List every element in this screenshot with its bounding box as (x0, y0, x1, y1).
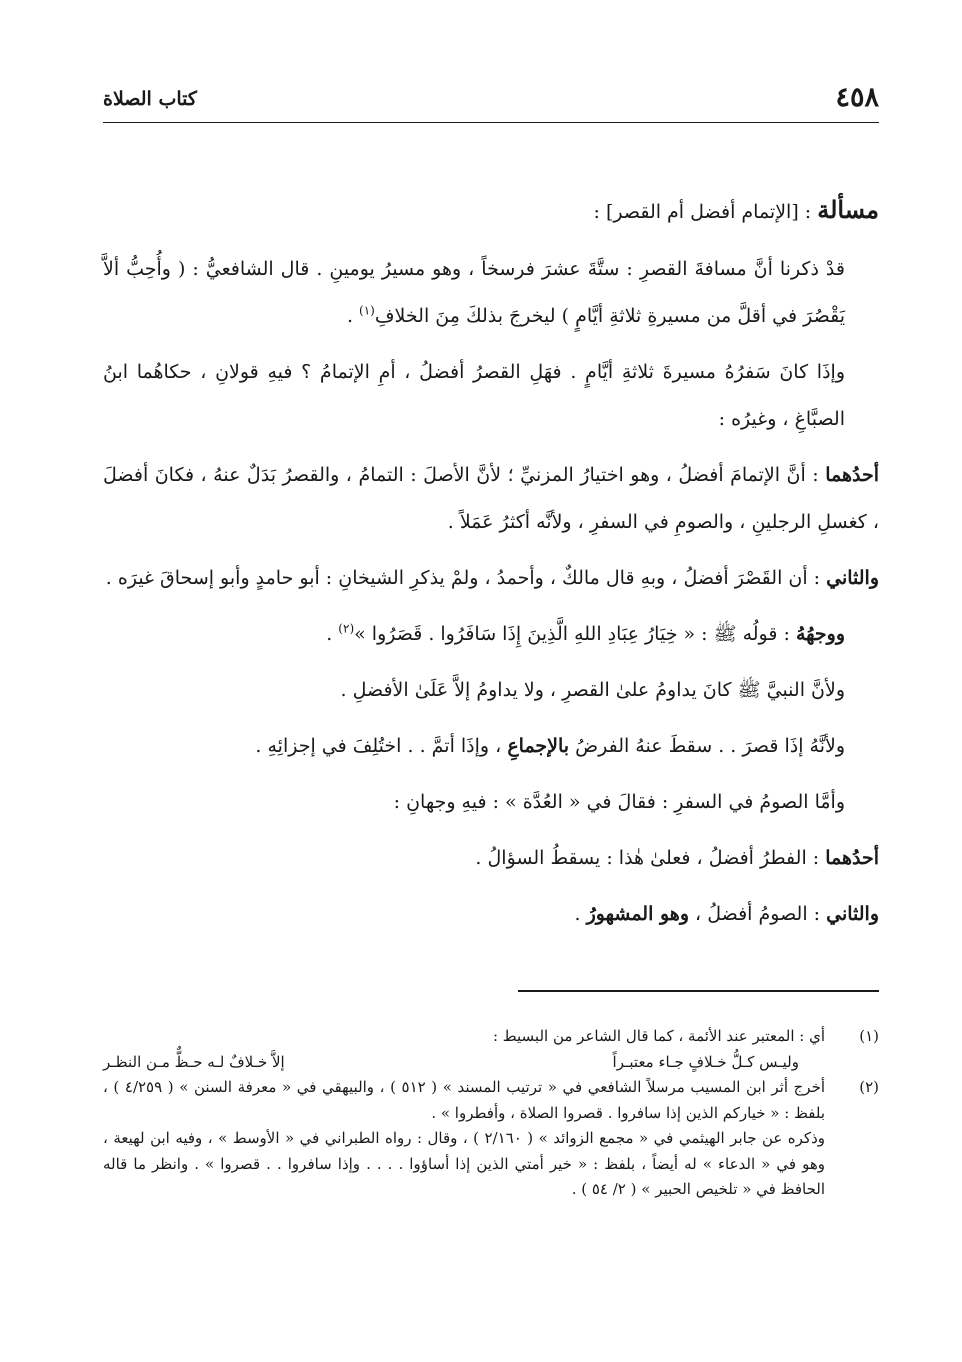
paragraph-10-label: والثاني (826, 903, 879, 925)
masala-heading (103, 186, 879, 236)
footnote-divider (518, 990, 879, 992)
paragraph-7-emphasis: بالإجماعِ (507, 735, 570, 757)
footnotes (103, 1024, 879, 1203)
masala-title: : [الإتمام أفضل أم القصر] : (593, 201, 818, 223)
paragraph-2: وإذَا كانَ سَفرُهُ مسيرةَ ثلاثةِ أيَّامٍ . فهَلِ القصرُ أفضلُ ، أمِ الإتمامُ ؟ فيهِ قولانِ ، حكاهُما ابنُ الصبَّاغِ ، وغيرُه : (103, 361, 845, 430)
page-number: ٤٥٨ (835, 82, 879, 113)
paragraph-9-text: : الفطرُ أفضلُ ، فعلىٰ هٰذا : يسقطُ السؤالُ . (475, 847, 826, 869)
footnote-2-text-continued: وذكره عن جابر الهيثمي في « مجمع الزوائد » ( ٢/١٦٠ ) ، وقال : رواه الطبراني في « الأوسط » ، وفيه ابن لهيعة ، وهو في « الدعاء » له أيضاً ، بلفظ : « خير أمتي الذين إذا أساؤوا . . . . وإذا سافروا . . قصروا » . وانظر ما قاله الحافظ في « تلخيص الحبير » ( ٢/ ٥٤ ) . (103, 1129, 825, 1198)
paragraph-3 (103, 452, 879, 546)
paragraph-7-text-b: ، وإذَا أتمَّ . . اختُلِفَ في إجزائِهِ . (255, 735, 508, 757)
paragraph-10-text-a: : الصومُ أفضلُ ، (689, 903, 827, 925)
paragraph-9 (103, 835, 879, 882)
footnote-2 (103, 1075, 879, 1203)
footnote-1-number: (١) (859, 1027, 879, 1045)
paragraph-7-text-a: ولأنَّهُ إذَا قصرَ . . سقطَ عنهُ الفرضُ (569, 735, 845, 757)
paragraph-4-text: : أن القَصْرَ أفضلُ ، وبهِ قال مالكٌ ، وأحمدُ ، ولمْ يذكرِ الشيخانِ : أبو حامدٍ وأبو إسحاقَ غيرَه . (105, 567, 827, 589)
paragraph-1-text: قدْ ذكرنا أنَّ مسافةَ القصرِ : ستَّةَ عشرَ فرسخاً ، وهو مسيرُ يومينِ . قال الشافعيُّ : ( وأُحِبُّ ألاَّ يَقْصُرَ في أقلَّ من مسيرةِ ثلاثةِ أيَّامٍ ) ليخرجَ بذلكَ مِنَ الخلافِ (103, 258, 845, 327)
paragraph-10 (103, 891, 879, 938)
paragraph-10-emphasis: وهو المشهورُ (586, 903, 690, 925)
paragraph-4-label: والثاني (826, 567, 879, 589)
paragraph-5 (103, 611, 879, 658)
verse-second-hemistich: إلاَّ خـلافٌ لـه حـظٌّ مـن النظـر (103, 1052, 285, 1071)
paragraph-5-end: . (326, 623, 339, 645)
footnote-ref-1[interactable]: (١) (359, 303, 375, 318)
footnote-1 (103, 1024, 879, 1075)
book-title: كتاب الصلاة (103, 88, 197, 110)
header-divider (103, 122, 879, 123)
footnote-1-verse (103, 1050, 825, 1076)
paragraph-8: وأمَّا الصومُ في السفرِ : فقالَ في « العُدَّة » : فيهِ وجهانِ : (393, 791, 845, 813)
paragraph-3-text: : أنَّ الإتمامَ أفضلُ ، وهو اختيارُ المزنيِّ ؛ لأنَّ الأصلَ : التمامُ ، والقصرُ بَدَلٌ عنهُ ، فكانَ أفضلَ ، كغسلِ الرجلينِ ، والصومِ في السفرِ ، ولأنَّه أكثرُ عَمَلاً . (103, 464, 879, 533)
footnote-2-number: (٢) (859, 1078, 879, 1096)
paragraph-1 (103, 246, 879, 340)
running-header (103, 82, 879, 116)
paragraph-6: ولأنَّ النبيَّ ﷺ كانَ يداومُ علىٰ القصرِ ، ولا يداومُ إلاَّ عَلَىٰ الأفضلِ . (340, 679, 845, 701)
main-text (103, 186, 879, 947)
footnote-ref-2[interactable]: (٢) (338, 621, 355, 636)
footnote-1-text: أي : المعتبر عند الأئمة ، كما قال الشاعر من البسيط : (492, 1027, 825, 1045)
paragraph-4 (103, 555, 879, 602)
paragraph-7 (103, 723, 879, 770)
paragraph-5-label: ووجهُهُ (795, 623, 845, 645)
paragraph-5-text: : قولُه ﷺ : « خِيَارُ عِبَادِ اللهِ الَّذِينَ إِذَا سَافَرُوا . قَصَرُوا » (354, 623, 796, 645)
paragraph-9-label: أحدُهما (825, 847, 879, 869)
paragraph-3-label: أحدُهما (825, 464, 879, 486)
paragraph-10-text-b: . (574, 903, 587, 925)
verse-first-hemistich: وليـس كـلُّ خـلافٍ جـاء معتبـراً (612, 1052, 799, 1071)
footnote-2-text: أخرج أثر ابن المسيب مرسلاً الشافعي في « ترتيب المسند » ( ٥١٢ ) ، والبيهقي في « معرفة السنن » ( ٤/٢٥٩ ) ، بلفظ : « خياركم الذين إذا سافروا . قصروا الصلاة ، وأفطروا » . (103, 1078, 826, 1122)
paragraph-1-end: . (346, 305, 360, 327)
masala-label: مسألة (817, 195, 879, 224)
